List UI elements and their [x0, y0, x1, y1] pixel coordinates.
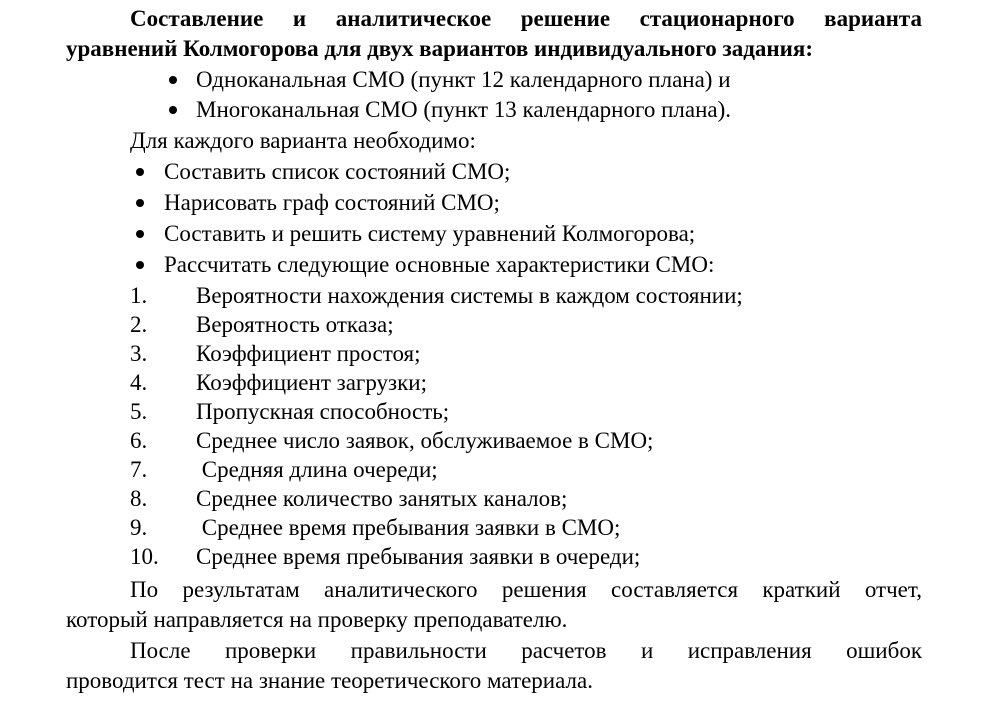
list-number: 3. — [130, 341, 148, 366]
list-number: 2. — [130, 312, 148, 337]
heading-line-2: уравнений Колмогорова для двух вариантов индивидуального задания: — [66, 36, 814, 61]
list-number: 7. — [130, 457, 148, 482]
characteristic-item: Среднее время пребывания заявки в СМО; — [196, 515, 621, 540]
list-number: 6. — [130, 428, 148, 453]
variant-item: Одноканальная СМО (пункт 12 календарного плана) и — [196, 67, 731, 92]
characteristic-item: Вероятности нахождения системы в каждом состоянии; — [196, 283, 743, 308]
list-number: 1. — [130, 283, 148, 308]
list-number: 9. — [130, 515, 148, 540]
heading-word: Составление — [130, 6, 264, 31]
bullet-icon — [169, 106, 177, 114]
list-number: 4. — [130, 370, 148, 395]
paragraph-word: После — [130, 638, 191, 663]
paragraph-word: краткий — [762, 577, 841, 602]
heading-word: стационарного — [639, 6, 795, 31]
heading-word: аналитическое — [335, 6, 492, 31]
heading-word: и — [292, 6, 307, 31]
paragraph-word: решения — [501, 577, 587, 602]
characteristic-item: Коэффициент простоя; — [196, 341, 421, 366]
paragraph-1-line-2: который направляется на проверку преподавателю. — [66, 607, 568, 632]
bullet-icon — [169, 76, 177, 84]
characteristic-item: Коэффициент загрузки; — [196, 370, 428, 395]
characteristic-item: Пропускная способность; — [196, 399, 450, 424]
list-number: 10. — [130, 544, 159, 569]
heading-word: варианта — [824, 6, 922, 31]
bullet-icon — [136, 168, 144, 176]
task-item: Составить список состояний СМО; — [164, 159, 511, 184]
characteristic-item: Среднее время пребывания заявки в очереди; — [196, 544, 641, 569]
paragraph-word: По — [130, 577, 159, 602]
paragraph-word: результатам — [182, 577, 300, 602]
characteristic-item: Средняя длина очереди; — [196, 457, 438, 482]
paragraph-word: и — [640, 638, 654, 663]
bullet-icon — [136, 230, 144, 238]
heading-word: решение — [520, 6, 611, 31]
paragraph-word: аналитического — [324, 577, 478, 602]
variant-item: Многоканальная СМО (пункт 13 календарного плана). — [196, 97, 732, 122]
task-item: Нарисовать граф состояний СМО; — [164, 190, 500, 215]
paragraph-word: правильности — [350, 638, 487, 663]
task-item: Составить и решить систему уравнений Колмогорова; — [164, 221, 696, 246]
paragraph-word: составляется — [611, 577, 739, 602]
bullet-icon — [136, 199, 144, 207]
characteristic-item: Вероятность отказа; — [196, 312, 394, 337]
paragraph-1-line-1 — [130, 575, 922, 605]
paragraph-word: исправления — [687, 638, 812, 663]
paragraph-2-line-2: проводится тест на знание теоретического материала. — [66, 668, 593, 693]
bullet-icon — [136, 261, 144, 269]
paragraph-word: отчет, — [864, 577, 922, 602]
task-item: Рассчитать следующие основные характеристики СМО: — [164, 252, 715, 277]
paragraph-2-line-1 — [130, 636, 922, 666]
intro-text: Для каждого варианта необходимо: — [130, 128, 476, 153]
heading-line-1 — [130, 4, 922, 34]
characteristic-item: Среднее число заявок, обслуживаемое в СМО; — [196, 428, 654, 453]
list-number: 5. — [130, 399, 148, 424]
characteristic-item: Среднее количество занятых каналов; — [196, 486, 568, 511]
paragraph-word: проверки — [225, 638, 317, 663]
paragraph-word: ошибок — [846, 638, 922, 663]
paragraph-word: расчетов — [521, 638, 607, 663]
list-number: 8. — [130, 486, 148, 511]
